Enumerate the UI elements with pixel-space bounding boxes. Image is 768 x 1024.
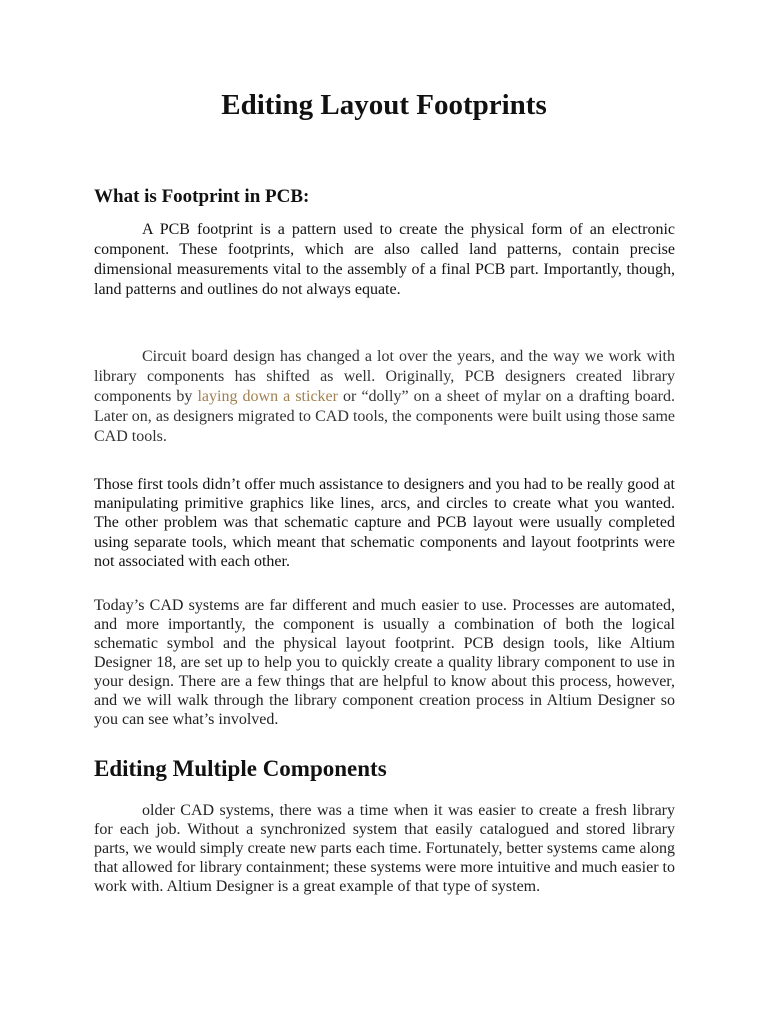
- section-heading-multiple-components: Editing Multiple Components: [94, 756, 387, 781]
- paragraph-first-tools: Those first tools didn’t offer much assistance to designers and you had to be really good at manipulating primitive graphics like lines, arcs, and circles to create what you wanted. The other problem was that schematic capture and PCB layout were usually completed using separate tools, which meant that schematic components and layout footprints were not associated with each other.: [94, 476, 675, 570]
- paragraph-text: or “dolly” on a sheet of mylar on a drafting board. Later on, as designers migrated to CAD tools, the components were built using those same CAD tools.: [94, 388, 675, 445]
- paragraph-history: [94, 347, 675, 447]
- paragraph-text: A PCB footprint is a pattern used to create the physical form of an electronic component. These footprints, which are also called land patterns, contain precise dimensional measurements vital to the assembly of a final PCB part. Importantly, though, land patterns and outlines do not always equate.: [94, 221, 675, 298]
- paragraph-modern-cad: Today’s CAD systems are far different and much easier to use. Processes are automated, and more importantly, the component is usually a combination of both the logical schematic symbol and the physical layout footprint. PCB design tools, like Altium Designer 18, are set up to help you to quickly create a quality library component to use in your design. There are a few things that are helpful to know about this process, however, and we will walk through the library component creation process in Altium Designer so you can see what’s involved.: [94, 597, 675, 728]
- paragraph-text: older CAD systems, there was a time when it was easier to create a fresh library for each job. Without a synchronized system that easily catalogued and stored library parts, we would simply create new parts each time. Fortunately, better systems came along that allowed for library containment; these systems were more intuitive and much easier to work with. Altium Designer is a great example of that type of system.: [94, 802, 675, 895]
- paragraph-multiple-components: [94, 801, 675, 896]
- sticker-link[interactable]: laying down a sticker: [197, 388, 338, 405]
- page-title: Editing Layout Footprints: [221, 89, 547, 121]
- paragraph-footprint-definition: [94, 220, 675, 300]
- section-heading-footprint: What is Footprint in PCB:: [94, 186, 310, 207]
- paragraph-text: Circuit board design has changed a lot over the years, and the way we work with library components has shifted as well. Originally, PCB designers created library components by: [94, 348, 675, 405]
